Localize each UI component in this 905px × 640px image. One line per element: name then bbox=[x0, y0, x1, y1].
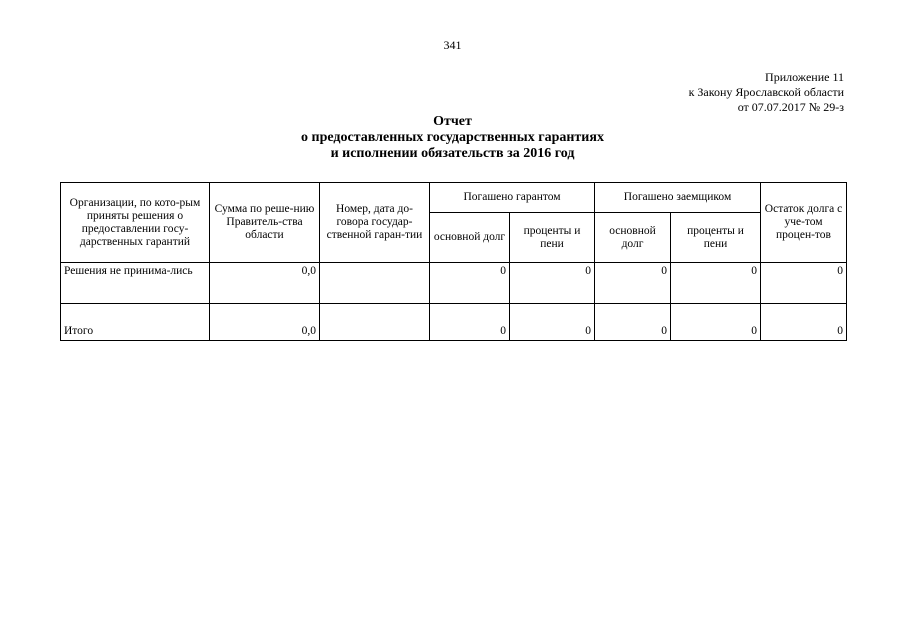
title-line-3: и исполнении обязательств за 2016 год bbox=[330, 146, 575, 161]
total-guarantor-principal: 0 bbox=[430, 304, 510, 341]
table-row bbox=[61, 263, 847, 304]
table-header-row bbox=[61, 183, 847, 213]
header-sum: Сумма по реше-нию Правитель-ства области bbox=[210, 183, 320, 263]
cell-sum: 0,0 bbox=[210, 263, 320, 304]
appendix-line-1: Приложение 11 bbox=[765, 70, 844, 84]
cell-contract bbox=[320, 263, 430, 304]
title-line-1: Отчет bbox=[433, 114, 472, 129]
total-guarantor-interest: 0 bbox=[510, 304, 595, 341]
appendix-line-2: к Закону Ярославской области bbox=[688, 85, 844, 99]
total-borrower-principal: 0 bbox=[595, 304, 671, 341]
table-total-row bbox=[61, 304, 847, 341]
report-title bbox=[0, 114, 905, 162]
header-contract: Номер, дата до-говора государ-ственной гаран-тии bbox=[320, 183, 430, 263]
cell-guarantor-principal: 0 bbox=[430, 263, 510, 304]
appendix-line-3: от 07.07.2017 № 29-з bbox=[737, 100, 844, 114]
cell-org: Решения не принима-лись bbox=[61, 263, 210, 304]
cell-borrower-principal: 0 bbox=[595, 263, 671, 304]
page-number: 341 bbox=[443, 38, 462, 52]
total-borrower-interest: 0 bbox=[671, 304, 761, 341]
total-label: Итого bbox=[61, 304, 210, 341]
appendix-reference bbox=[689, 70, 844, 115]
cell-guarantor-interest: 0 bbox=[510, 263, 595, 304]
header-borrower-interest: проценты и пени bbox=[671, 213, 761, 263]
header-guarantor-interest: проценты и пени bbox=[510, 213, 595, 263]
total-contract bbox=[320, 304, 430, 341]
title-line-2: о предоставленных государственных гарантиях bbox=[301, 130, 604, 145]
header-borrower-principal: основной долг bbox=[595, 213, 671, 263]
header-guarantor-principal: основной долг bbox=[430, 213, 510, 263]
report-table bbox=[60, 182, 847, 341]
cell-borrower-interest: 0 bbox=[671, 263, 761, 304]
cell-balance: 0 bbox=[761, 263, 847, 304]
header-balance: Остаток долга с уче-том процен-тов bbox=[761, 183, 847, 263]
header-organizations: Организации, по кото-рым приняты решения о предоставлении госу-дарственных гарантий bbox=[61, 183, 210, 263]
total-sum: 0,0 bbox=[210, 304, 320, 341]
total-balance: 0 bbox=[761, 304, 847, 341]
header-repaid-guarantor: Погашено гарантом bbox=[430, 183, 595, 213]
header-repaid-borrower: Погашено заемщиком bbox=[595, 183, 761, 213]
